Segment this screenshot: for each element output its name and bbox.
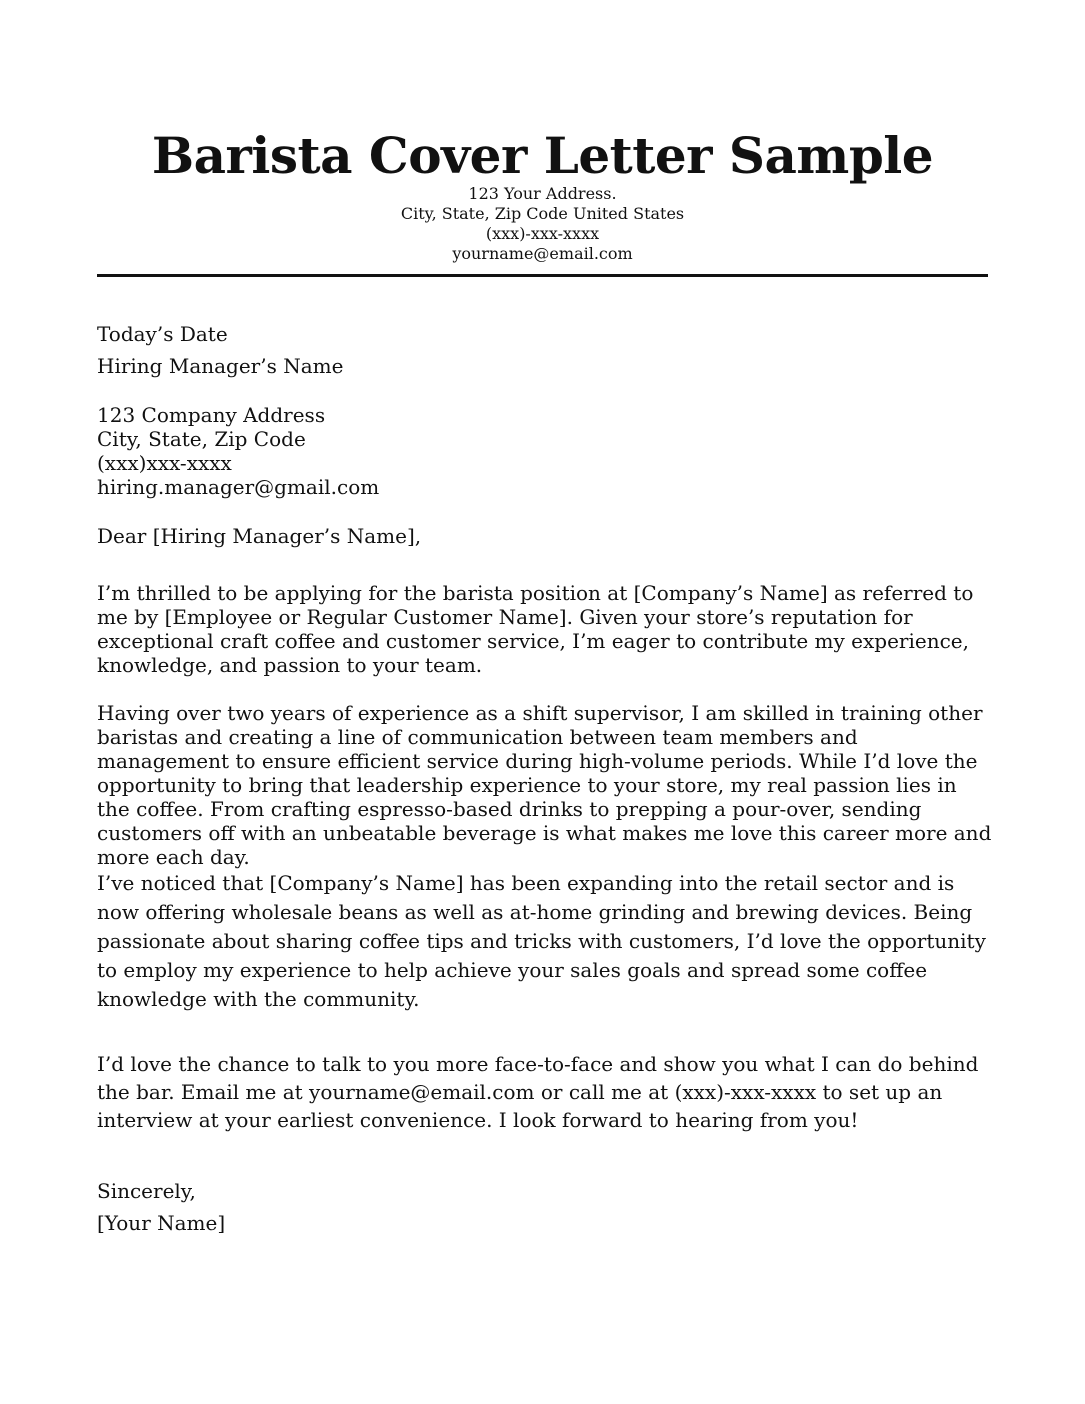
sender-address: 123 Your Address.	[468, 184, 617, 203]
recipient-address: 123 Company Address	[97, 403, 326, 427]
letter-date: Today’s Date	[97, 322, 228, 346]
sender-phone: (xxx)-xxx-xxxx	[485, 224, 600, 243]
body-paragraph-1: I’m thrilled to be applying for the barista position at [Company’s Name] as referred to me by [Employee or Regular Customer Name]. Given your store’s reputation for exceptional craft coffee and customer service, I’m eager to contribute my experience, knowledge, and passion to your team.	[97, 581, 974, 677]
sender-email: yourname@email.com	[452, 244, 633, 263]
header-divider	[97, 274, 988, 277]
body-paragraph-2: Having over two years of experience as a shift supervisor, I am skilled in training other baristas and creating a line of communication between team members and management to ensure efficient service during high-volume periods. While I’d love the opportunity to bring that leadership experience to your store, my real passion lies in the coffee. From crafting espresso-based drinks to prepping a pour-over, sending customers off with an unbeatable beverage is what makes me love this career more and more each day.	[97, 701, 992, 869]
page-title: Barista Cover Letter Sample	[151, 126, 934, 185]
recipient-city-state-zip: City, State, Zip Code	[97, 427, 306, 451]
recipient-email: hiring.manager@gmail.com	[97, 475, 380, 499]
closing-block	[97, 1175, 997, 1239]
sender-contact-block	[0, 184, 1085, 264]
salutation: Dear [Hiring Manager’s Name],	[97, 524, 422, 548]
body-paragraph-3: I’ve noticed that [Company’s Name] has been expanding into the retail sector and is now offering wholesale beans as well as at-home grinding and brewing devices. Being passionate about sharing coffee tips and tricks with customers, I’d love the opportunity to employ my experience to help achieve your sales goals and spread some coffee knowledge with the community.	[97, 871, 986, 1011]
recipient-address-block	[97, 403, 997, 499]
body-paragraph-4: I’d love the chance to talk to you more face-to-face and show you what I can do behind the bar. Email me at yourname@email.com or call me at (xxx)-xxx-xxxx to set up an interview at your earliest convenience. I look forward to hearing from you!	[97, 1052, 979, 1132]
recipient-phone: (xxx)xxx-xxxx	[97, 451, 232, 475]
closing-signoff: Sincerely,	[97, 1179, 196, 1203]
hiring-manager-name: Hiring Manager’s Name	[97, 354, 344, 378]
sender-city-state-zip: City, State, Zip Code United States	[400, 204, 685, 223]
signature-name: [Your Name]	[97, 1211, 226, 1235]
